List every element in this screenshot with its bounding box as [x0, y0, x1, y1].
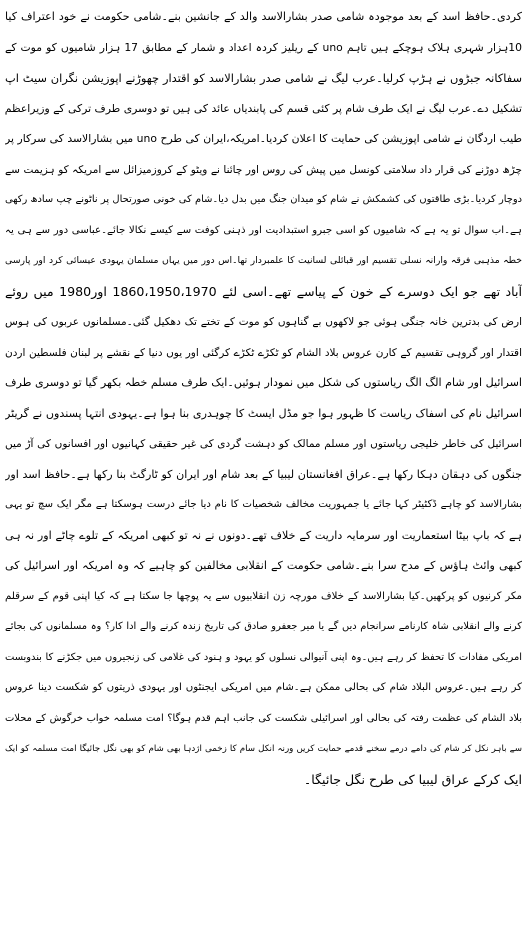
article-line: ہے کہ باپ بیٹا استعماریت اور سرمایہ داریت کے خلاف تھے۔دونوں نے نہ تو کبھی امریکہ کے تلوے چاٹے اور نہ ہی — [5, 528, 522, 542]
article-line: تشکیل دے۔عرب لیگ نے ایک طرف شام پر کئی قسم کی پابندیاں عائد کی ہیں تو دوسری طرف ترکی کے وزیراعظم — [5, 101, 522, 115]
article-line: کرنے والے انقلابی شاہ کارنامے سرانجام دیں گے یا میر جعفرو صادق کی تاریخ زندہ کرنے والے ادا کار؟ وہ مسلمانوں کی بجائے — [5, 621, 522, 632]
article-line: ہے۔اب سوال تو یہ ہے کہ شامیوں کو اسی جبرو استبدادیت اور ذہنی کوفت سے کیسے نکالا جائے۔عباسی دور سے ہی یہ — [5, 224, 522, 236]
article-line: دوچار کردیا۔بڑی طاقتوں کی کشمکش نے شام کو میدان جنگ میں بدل دیا۔شام کی خونی صورتحال پر ناٹونے چپ سادھ رکھی — [5, 194, 522, 205]
article-line: طیب اردگان نے شامی اپوزیشن کی حمایت کا اعلان کردیا۔امریکہ،ایران کی طرح uno میں بشارالاسد کی سرکار پر — [5, 132, 522, 145]
article-line: بلاد الشام کی عظمت رفتہ کی بحالی اور اسرائیلی شکست کی جانب اہم قدم ہوگا؟ امت مسلمہ خواب خرگوش کے محلات — [5, 712, 522, 724]
article-line: کردی۔حافظ اسد کے بعد موجودہ شامی صدر بشارالاسد والد کے جانشین بنے۔شامی حکومت نے خود اعتراف کیا — [5, 10, 522, 23]
article-line: آباد تھے جو ایک دوسرے کے خون کے پیاسے تھے۔اسی لئے 1860،1950،1970 اور1980 میں روئے — [5, 283, 522, 299]
article-line: اسرائیل کی خاطر خلیجی ریاستوں اور مسلم ممالک کو دہشت گردی کی غیر حقیقی کہانیوں اور افسانوں کی آڑ میں — [5, 438, 522, 450]
article-line: سے باہر نکل کر شام کی دامے درمے سخنے قدمے حمایت کریں ورنہ انکل سام کا زخمی اژدہا بھی شام کو بھی نگل جائیگا امت مسلمہ کو ایک — [5, 744, 522, 754]
article-line: کر رہے ہیں۔عروس البلاد شام کی بحالی ممکن ہے۔شام میں امریکی ایجنٹوں اور یہودی ذریتوں کو شکست دینا عروس — [5, 682, 522, 693]
article-line: چڑھ دوڑنے کی قرار داد سلامتی کونسل میں پیش کی روس اور چائنا نے ویٹو کے کروزمیزائل سے امریکہ کو ہزیمت سے — [5, 163, 522, 176]
article-line-final: ایک کرکے عراق لیبیا کی طرح نگل جائیگا۔ — [303, 771, 522, 787]
article-line: اقتدار اور گروہی تقسیم کے کارن عروس بلاد الشام کو ٹکڑے ٹکڑے کرگئی اور یوں دنیا کے نقشے پر لبنان فلسطین اردن — [5, 346, 522, 359]
article-line: سفاکانہ جبڑوں نے ہڑپ کرلیا۔عرب لیگ نے شامی صدر بشارالاسد کو اقتدار چھوڑنے اپوزیشن نگران سیٹ اپ — [5, 71, 522, 85]
article-line: خطہ مذہبی فرقہ وارانہ نسلی تقسیم اور قبائلی لسانیت کا علمبردار تھا۔اس دور میں یہاں مسلمان یہودی عیسائی کرد اور پارسی — [5, 255, 522, 266]
article-line: کبھی وائٹ ہاؤس کے مدح سرا بنے۔شامی حکومت کے انقلابی مخالفین کو چاہیے کہ وہ امریکہ اور اسرائیل کی — [5, 559, 522, 572]
article-line: بشارالاسد کو چاہے ڈکٹیٹر کہا جائے یا جمہوریت مخالف شخصیات کا نام دیا جائے درست ہوسکتا ہے مگر ایک سچ تو یہی — [5, 499, 522, 510]
article-line: امریکی مفادات کا تحفظ کر رہے ہیں۔وہ اپنی آنیوالی نسلوں کو یہود و ہنود کی غلامی کی زنجیروں میں جکڑنے کا بندوبست — [5, 651, 522, 663]
article-line: اسرائیل نام کی اسفاک ریاست کا ظہور ہوا جو مڈل ایسٹ کا چوہدری بنا ہوا ہے۔یہودی انتہا پسندوں نے گریٹر — [5, 406, 522, 420]
article-line: ارض کی بدترین خانہ جنگی ہوئی جو لاکھوں بے گناہوں کو موت کے تختے تک دھکیل گئی۔مسلمانوں عربوں کی ہوس — [5, 316, 522, 328]
article-line: اسرائیل اور شام الگ الگ ریاستوں کی شکل میں نمودار ہوئیں۔ایک طرف مسلم خطہ بکھر گیا تو دوسری طرف — [5, 376, 522, 389]
article-line: مکر کرنیوں کو پرکھیں۔کیا بشارالاسد کے خلاف مورچہ زن انقلابیوں سے یہ پوچھا جا سکتا ہے کہ کیا اپنی قوم کے سرقلم — [5, 590, 522, 602]
article-line: جنگوں کی دہقان دہکا رکھا ہے۔عراق افغانستان لیبیا کے بعد شام اور ایران کو ٹارگٹ بنا رکھا ہے۔حافظ اسد اور — [5, 467, 522, 481]
article-line: 10ہزار شہری ہلاک ہوچکے ہیں تاہم uno کے ریلیز کردہ اعداد و شمار کے مطابق 17 ہزار شامیوں کو موت کے — [5, 40, 522, 54]
